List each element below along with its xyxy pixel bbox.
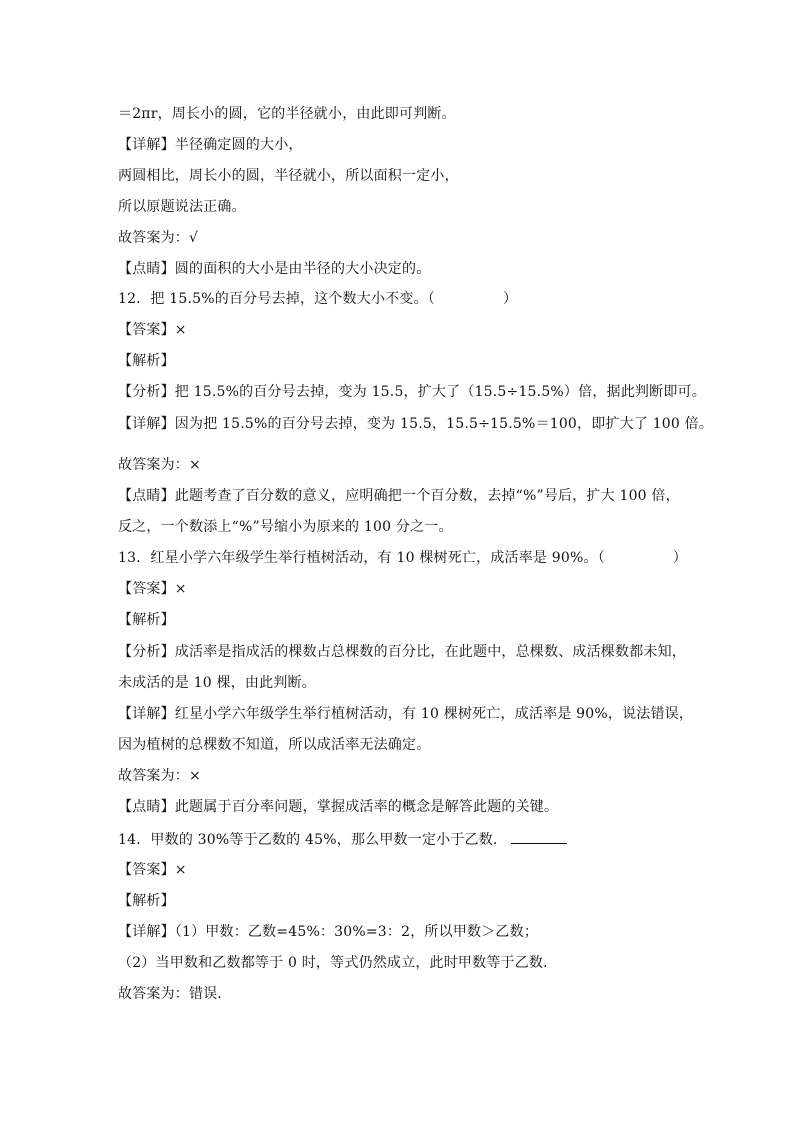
text-line: 【详解】（1）甲数：乙数=45%：30%=3：2，所以甲数＞乙数；: [118, 924, 539, 940]
close-paren: ）: [502, 291, 518, 307]
text-line: （2）当甲数和乙数都等于 0 时，等式仍然成立，此时甲数等于乙数．: [118, 955, 558, 971]
text-line: 故答案为：错误．: [118, 986, 232, 1002]
question-12: [118, 289, 517, 309]
question-14-text: 14．甲数的 30%等于乙数的 45%，那么甲数一定小于乙数．: [118, 832, 508, 848]
text-line: 【点睛】此题考查了百分数的意义，应明确把一个百分数，去掉“%”号后，扩大 100 倍，: [118, 488, 680, 504]
text-line: ＝2πr，周长小的圆，它的半径就小，由此即可判断。: [118, 106, 456, 122]
text-line: 【解析】: [118, 353, 175, 369]
text-line: 【分析】成活率是指成活的棵数占总棵数的百分比，在此题中，总棵数、成活棵数都未知，: [118, 644, 686, 660]
text-line: 【点睛】圆的面积的大小是由半径的大小决定的。: [118, 261, 431, 277]
text-line: 【答案】×: [118, 581, 187, 597]
text-line: 两圆相比，周长小的圆，半径就小，所以面积一定小，: [118, 168, 459, 184]
question-12-text: 12．把 15.5%的百分号去掉，这个数大小不变。（: [118, 291, 435, 307]
text-line: 【点睛】此题属于百分率问题，掌握成活率的概念是解答此题的关键。: [118, 799, 559, 815]
text-line: 故答案为：×: [118, 768, 201, 784]
text-line: 【详解】因为把 15.5%的百分号去掉，变为 15.5，15.5÷15.5%＝100，即扩大了 100 倍。: [118, 416, 714, 432]
text-line: 所以原题说法正确。: [118, 199, 246, 215]
text-line: 【答案】×: [118, 322, 187, 338]
text-line: 【详解】半径确定圆的大小，: [118, 137, 303, 153]
text-line: 【答案】×: [118, 862, 187, 878]
close-paren: ）: [672, 550, 688, 566]
text-line: 【分析】把 15.5%的百分号去掉，变为 15.5，扩大了（15.5÷15.5%）倍，据此判断即可。: [118, 384, 706, 400]
question-14: [118, 829, 567, 850]
text-line: 【解析】: [118, 893, 175, 909]
text-line: 【解析】: [118, 612, 175, 628]
question-13-text: 13．红星小学六年级学生举行植树活动，有 10 棵树死亡，成活率是 90%。（: [118, 550, 605, 566]
text-line: 未成活的是 10 棵，由此判断。: [118, 675, 316, 691]
text-line: 故答案为：×: [118, 457, 201, 473]
answer-underline-blank: [511, 829, 567, 844]
text-line: 因为植树的总棵数不知道，所以成活率无法确定。: [118, 737, 431, 753]
text-line: 故答案为：√: [118, 230, 199, 246]
text-line: 【详解】红星小学六年级学生举行植树活动，有 10 棵树死亡，成活率是 90%，说法错误，: [118, 706, 694, 722]
text-line: 反之，一个数添上“%”号缩小为原来的 100 分之一。: [118, 519, 453, 535]
question-13: [118, 548, 687, 568]
